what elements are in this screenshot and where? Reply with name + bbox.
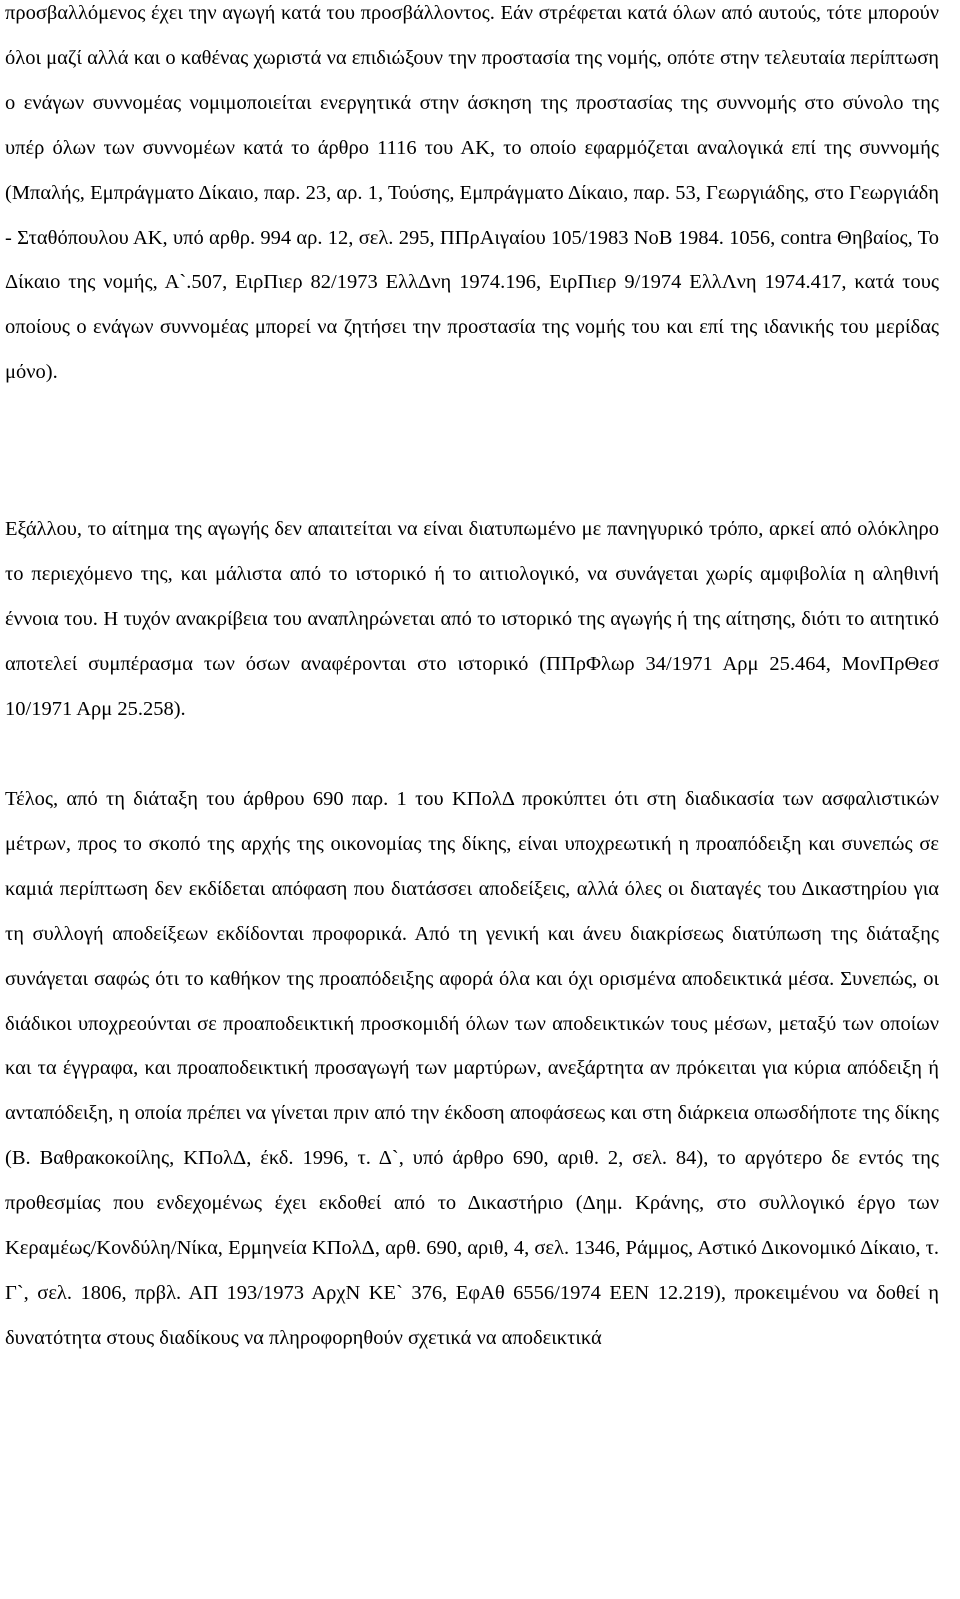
paragraph-claim-request: Εξάλλου, το αίτημα της αγωγής δεν απαιτείται να είναι διατυπωμένο με πανηγυρικό τρόπο, αρκεί από ολόκληρο το περιεχόμενο της, και μάλιστα από το ιστορικό ή το αιτιολογικό, να συνάγεται χωρίς αμφιβολία η αληθινή έννοια του. Η τυχόν ανακρίβεια του αναπληρώνεται από το ιστορικό της αγωγής ή της αίτησης, διότι το αιτητικό αποτελεί συμπέρασμα των όσων αναφέρονται στο ιστορικό (ΠΠρΦλωρ 34/1971 Αρμ 25.464, ΜονΠρΘεσ 10/1971 Αρμ 25.258). xyxy=(5,518,939,720)
paragraph-nomi-protection: προσβαλλόμενος έχει την αγωγή κατά του προσβάλλοντος. Εάν στρέφεται κατά όλων από αυτούς, τότε μπορούν όλοι μαζί αλλά και ο καθένας χωριστά να επιδιώξουν την προστασία της νομής, οπότε στην τελευταία περίπτωση ο ενάγων συννομέας νομιμοποιείται ενεργητικά στην άσκηση της προστασίας της συννομής στο σύνολο της υπέρ όλων των συννομέων κατά το άρθρο 1116 του ΑΚ, το οποίο εφαρμόζεται αναλογικά επί της συννομής (Μπαλής, Εμπράγματο Δίκαιο, παρ. 23, αρ. 1, Τούσης, Εμπράγματο Δίκαιο, παρ. 53, Γεωργιάδης, στο Γεωργιάδη - Σταθόπουλου ΑΚ, υπό αρθρ. 994 αρ. 12, σελ. 295, ΠΠρΑιγαίου 105/1983 ΝοΒ 1984. 1056, contra Θηβαίος, Το Δίκαιο της νομής, Α`.507, ΕιρΠιερ 82/1973 ΕλλΔνη 1974.196, ΕιρΠιερ 9/1974 ΕλλΛνη 1974.417, κατά τους οποίους ο ενάγων συννομέας μπορεί να ζητήσει την προστασία της νομής του και επί της ιδανικής του μερίδας μόνο). xyxy=(5,2,939,384)
paragraph-pre-proof: Τέλος, από τη διάταξη του άρθρου 690 παρ. 1 του ΚΠολΔ προκύπτει ότι στη διαδικασία των ασφαλιστικών μέτρων, προς το σκοπό της αρχής της οικονομίας της δίκης, είναι υποχρεωτική η προαπόδειξη και συνεπώς σε καμιά περίπτωση δεν εκδίδεται απόφαση που διατάσσει αποδείξεις, αλλά όλες οι διαταγές του Δικαστηρίου για τη συλλογή αποδείξεων εκδίδονται προφορικά. Από τη γενική και άνευ διακρίσεως διατύπωση της διάταξης συνάγεται σαφώς ότι το καθήκον της προαπόδειξης αφορά όλα και όχι ορισμένα αποδεικτικά μέσα. Συνεπώς, οι διάδικοι υποχρεούνται σε προαποδεικτική προσκομιδή όλων των αποδεικτικών τους μέσων, μεταξύ των οποίων και τα έγγραφα, και προαποδεικτική προσαγωγή των μαρτύρων, ανεξάρτητα αν πρόκειται για κύρια απόδειξη ή ανταπόδειξη, η οποία πρέπει να γίνεται πριν από την έκδοση αποφάσεως και στη διάρκεια οπωσδήποτε της δίκης (Β. Βαθρακοκοίλης, ΚΠολΔ, έκδ. 1996, τ. Δ`, υπό άρθρο 690, αριθ. 2, σελ. 84), το αργότερο δε εντός της προθεσμίας που ενδεχομένως έχει εκδοθεί από το Δικαστήριο (Δημ. Κράνης, στο συλλογικό έργο των Κεραμέως/Κονδύλη/Νίκα, Ερμηνεία ΚΠολΔ, αρθ. 690, αριθ, 4, σελ. 1346, Ράμμος, Αστικό Δικονομικό Δίκαιο, τ. Γ`, σελ. 1806, πρβλ. ΑΠ 193/1973 ΑρχΝ ΚΕ` 376, ΕφΑθ 6556/1974 ΕΕΝ 12.219), προκειμένου να δοθεί η δυνατότητα στους διαδίκους να πληροφορηθούν σχετικά να αποδεικτικά xyxy=(5,788,939,1349)
